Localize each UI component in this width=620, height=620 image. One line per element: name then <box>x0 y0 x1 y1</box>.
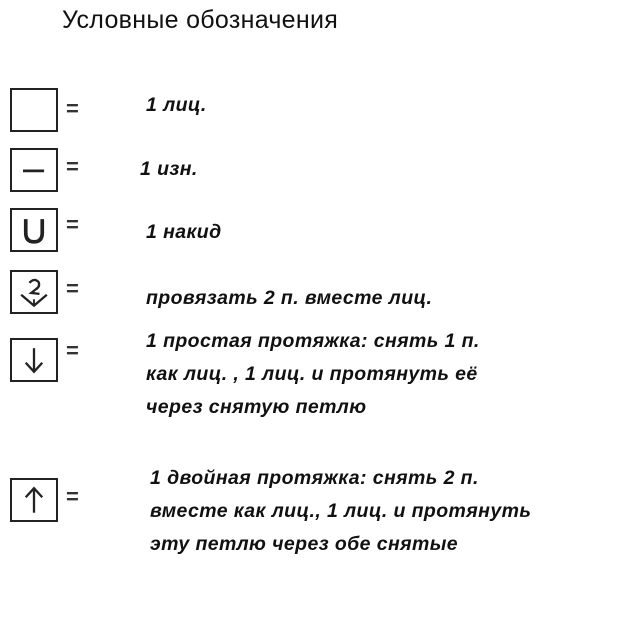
knit-two-together-icon <box>10 270 58 314</box>
empty-square-icon <box>10 88 58 132</box>
legend-line: вместе как лиц., 1 лиц. и протянуть <box>150 500 532 522</box>
legend-line: 1 накид <box>146 221 222 243</box>
equals-sign: = <box>66 276 79 301</box>
u-yarn-over-icon <box>10 208 58 252</box>
legend-line: 1 изн. <box>140 158 198 180</box>
equals-sign: = <box>66 484 79 509</box>
legend-line: 1 лиц. <box>146 94 207 116</box>
equals-sign: = <box>66 154 79 179</box>
down-arrow-icon <box>10 338 58 382</box>
legend-description <box>140 153 198 186</box>
legend-line: как лиц. , 1 лиц. и протянуть её <box>146 363 478 385</box>
dash-square-icon <box>10 148 58 192</box>
legend-line: 1 двойная протяжка: снять 2 п. <box>150 467 479 489</box>
legend-description <box>150 462 531 561</box>
legend-line: провязать 2 п. вместе лиц. <box>146 287 433 309</box>
legend-line: 1 простая протяжка: снять 1 п. <box>146 330 480 352</box>
legend-description <box>146 216 222 249</box>
equals-sign: = <box>66 212 79 237</box>
legend-title: Условные обозначения <box>62 6 339 34</box>
legend-description <box>146 325 480 424</box>
up-arrow-icon <box>10 478 58 522</box>
equals-sign: = <box>66 96 79 121</box>
legend-description <box>146 89 207 122</box>
legend-line: эту петлю через обе снятые <box>150 533 459 555</box>
legend-description <box>146 282 432 315</box>
equals-sign: = <box>66 338 79 363</box>
legend-line: через снятую петлю <box>146 396 367 418</box>
